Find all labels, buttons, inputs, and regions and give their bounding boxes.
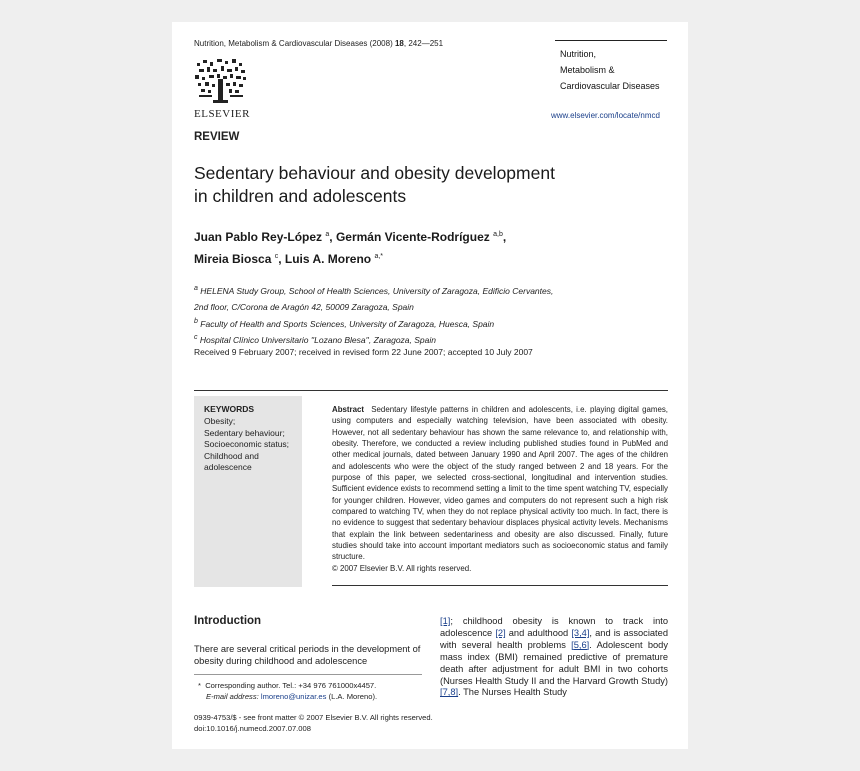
affiliation-mark: c (194, 334, 198, 342)
affiliation-line (194, 315, 664, 331)
keyword-item: adolescence (204, 462, 252, 473)
article-type: REVIEW (194, 131, 240, 143)
journal-name-rule (555, 40, 667, 41)
journal-url-link[interactable]: www.elsevier.com/locate/nmcd (551, 111, 660, 120)
citation-pages: 242—251 (408, 39, 444, 48)
citation-reference-link[interactable]: [2] (495, 627, 506, 638)
publisher-logo-text: ELSEVIER (194, 108, 250, 120)
journal-name-line: Nutrition, (560, 49, 597, 59)
affiliation-line (194, 331, 664, 347)
email-suffix: (L.A. Moreno). (328, 692, 378, 701)
author-separator: , (329, 230, 336, 244)
body-text: , and is associated with several health problems (440, 627, 668, 650)
author-name: Germán Vicente-Rodríguez (335, 230, 490, 244)
journal-name-line: Cardiovascular Diseases (560, 81, 660, 91)
affiliation-text: Faculty of Health and Sports Sciences, University of Zaragoza, Huesca, Spain (200, 318, 495, 329)
keyword-item: Childhood and (204, 450, 259, 461)
citation-reference-link[interactable]: [1] (440, 616, 451, 626)
journal-name-line: Metabolism & (560, 65, 615, 75)
email-label: E-mail address: (206, 692, 259, 701)
author-separator: , (502, 230, 507, 244)
introduction-text: There are several critical periods in the development of obesity during childhood and adolescence (194, 644, 421, 666)
footnote-mark: * (198, 681, 201, 690)
abstract-top-rule (194, 390, 668, 391)
affiliation-text: HELENA Study Group, School of Health Sciences, University of Zaragoza, Edificio Cervantes, (200, 285, 554, 296)
keyword-item: Socioeconomic status; (204, 439, 290, 450)
issn-line: 0939-4753/$ - see front matter © 2007 Elsevier B.V. All rights reserved. (194, 713, 433, 722)
received-dates: Received 9 February 2007; received in revised form 22 June 2007; accepted 10 July 2007 (194, 347, 533, 357)
keyword-item: Obesity; (204, 416, 236, 426)
corresponding-author-text: Corresponding author. Tel.: +34 976 761000x4457. (205, 681, 377, 690)
affiliation-text: 2nd floor, C/Corona de Aragón 42, 50009 Zaragoza, Spain (194, 302, 414, 313)
author-affiliation-mark[interactable]: c (274, 253, 279, 260)
introduction-right-column (440, 616, 668, 699)
abstract-text: Sedentary lifestyle patterns in children and adolescents, i.e. playing digital games, using computers and especially watching television, have been associated with obesity. However, not all sedentary behaviour has shown the same relevance to, and relationship with, obesity. Therefore, we conducted a review including published studies found in PubMed and other medical journals, dated between January 1990 and April 2007. The ages of the children and adolescents who were the object of the study ranged between 2 and 18 years. For the purpose of this paper, we selected cross-sectional, longitudinal and intervention studies. Sufficient evidence exists to recommend setting a limit to the time spent watching TV, especially for younger children. However, video games and computers do not represent such a high risk compared to watching TV, when they do not replace physical activity too much. In fact, there is no evidence to suggest that sedentary behaviour displaces physical activity levels. Mechanisms that explain the link between sedentariness and obesity are also discussed. Finally, future studies should take into account important mediators such as socioeconomic status and family structure. (332, 405, 668, 562)
affiliation-line (194, 282, 664, 298)
abstract-label: Abstract (332, 405, 365, 414)
keywords-list (204, 416, 289, 474)
affiliation-mark: a (194, 285, 198, 292)
abstract (332, 404, 668, 574)
author-line-2 (194, 247, 664, 269)
footnote-corresponding (198, 680, 377, 691)
footnote-rule (194, 674, 422, 675)
affiliations (194, 282, 664, 348)
citation-volume: 18 (394, 39, 404, 48)
journal-name (560, 46, 660, 94)
author-affiliation-mark[interactable]: a,b (493, 231, 503, 238)
citation-reference-link[interactable]: [7,8] (440, 687, 459, 698)
title-line: Sedentary behaviour and obesity development (194, 163, 555, 183)
affiliation-mark: b (194, 317, 198, 325)
abstract-copyright: © 2007 Elsevier B.V. All rights reserved. (332, 563, 472, 573)
footnote-email (198, 691, 377, 702)
citation-reference-link[interactable]: [5,6] (571, 639, 590, 650)
body-text: ; childhood obesity is known to track into adolescence (440, 616, 668, 638)
author-name: Mireia Biosca (194, 252, 272, 266)
body-text: . The Nurses Health Study (458, 687, 567, 698)
author-list (194, 225, 664, 269)
email-link[interactable]: lmoreno@unizar.es (260, 692, 327, 701)
introduction-heading: Introduction (194, 615, 262, 627)
author-affiliation-mark[interactable]: a (325, 231, 330, 238)
affiliation-line (194, 298, 664, 314)
author-line-1 (194, 225, 664, 247)
author-separator: , (278, 252, 285, 266)
citation-journal: Nutrition, Metabolism & Cardiovascular Diseases (2008) (194, 39, 393, 48)
article-title (194, 162, 664, 208)
author-affiliation-mark[interactable]: a,* (374, 253, 384, 260)
elsevier-tree-logo-icon (193, 57, 249, 111)
citation-reference-link[interactable]: [3,4] (571, 627, 590, 638)
author-name: Juan Pablo Rey-López (194, 230, 323, 244)
body-text: and adulthood (505, 627, 572, 638)
affiliation-text: Hospital Clínico Universitario ''Lozano Blesa'', Zaragoza, Spain (199, 335, 436, 346)
journal-citation: Nutrition, Metabolism & Cardiovascular Diseases (2008) 18, 242—251 (194, 39, 444, 48)
doi-link[interactable]: doi:10.1016/j.numecd.2007.07.008 (194, 724, 311, 733)
body-text: . Adolescent body mass index (BMI) remained predictive of premature death after adjustment for adult BMI in two cohorts (Nurses Health Study II and the Harvard Growth Study) (440, 639, 668, 686)
issn-doi (194, 712, 433, 734)
keywords-heading: KEYWORDS (204, 404, 255, 414)
author-name: Luis A. Moreno (284, 252, 372, 266)
footnote (198, 680, 377, 702)
title-line: in children and adolescents (194, 186, 407, 206)
keyword-item: Sedentary behaviour; (204, 427, 285, 438)
abstract-bottom-rule (332, 585, 668, 586)
